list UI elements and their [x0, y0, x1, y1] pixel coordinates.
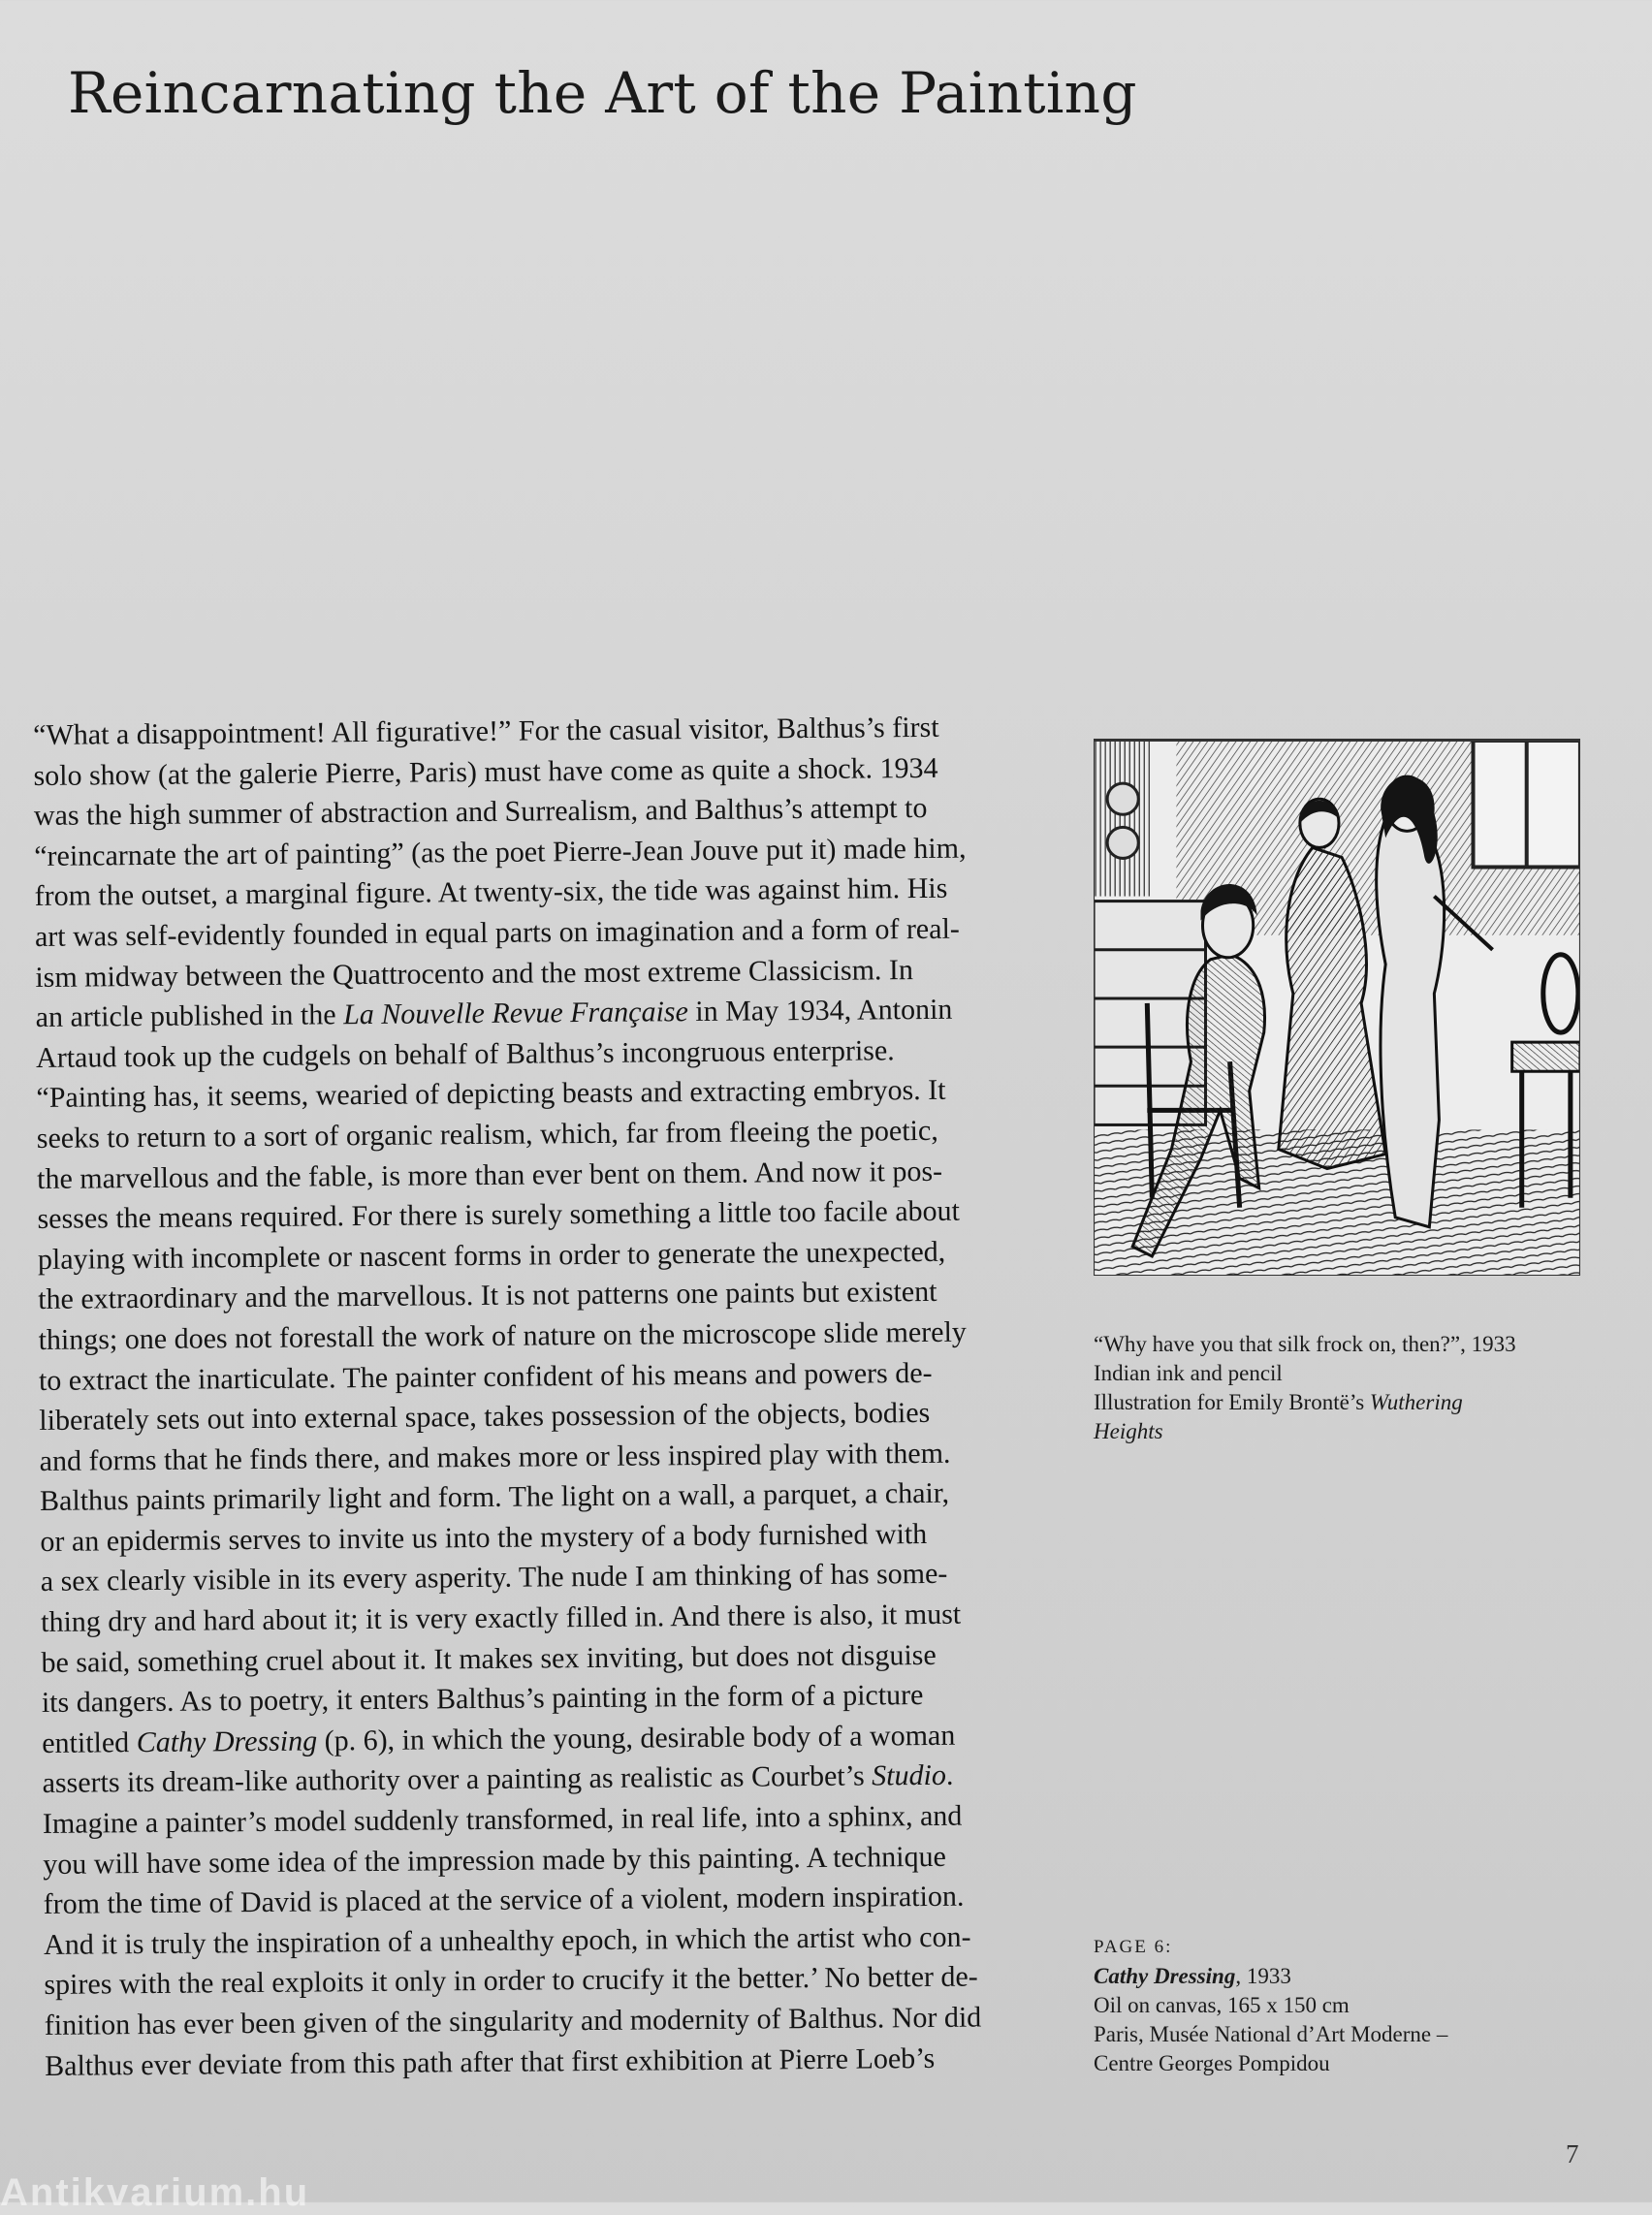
caption-painting-year: , 1933	[1235, 1964, 1291, 1988]
italic-title: Studio	[872, 1759, 947, 1792]
body-text-segment: .	[945, 1759, 954, 1792]
caption-page-label: PAGE 6:	[1094, 1937, 1173, 1957]
body-text-segment: “Painting has, it seems, wearied of depicting beasts and extracting embryos. It	[36, 1074, 946, 1115]
caption-medium: Indian ink and pencil	[1094, 1361, 1283, 1385]
body-text-segment: thing dry and hard about it; it is very exactly filled in. And there is also, it must	[41, 1598, 962, 1639]
body-text-segment: from the time of David is placed at the service of a violent, modern inspiration.	[43, 1880, 965, 1921]
body-text-segment: an article published in the	[35, 998, 344, 1034]
illustration-wuthering-heights	[1094, 739, 1580, 1276]
caption-painting-location: Paris, Musée National d’Art Moderne –	[1094, 2022, 1448, 2046]
body-text-segment: seeks to return to a sort of organic realism, which, far from fleeing the poetic,	[36, 1114, 938, 1155]
body-text-segment: its dangers. As to poetry, it enters Balthus’s painting in the form of a picture	[41, 1679, 924, 1720]
caption-painting-location-cont: Centre Georges Pompidou	[1094, 2051, 1330, 2075]
body-text-segment: Imagine a painter’s model suddenly transformed, in real life, into a sphinx, and	[42, 1799, 963, 1840]
body-text-segment: Balthus ever deviate from this path after that first exhibition at Pierre Loeb’s	[45, 2041, 936, 2082]
body-text-segment: a sex clearly visible in its every asperity. The nude I am thinking of has some-	[40, 1558, 948, 1598]
caption-book-title-cont: Heights	[1094, 1419, 1163, 1443]
page-number: 7	[1566, 2139, 1579, 2168]
watermark: Antikvarium.hu	[0, 2171, 310, 2214]
body-text-segment: be said, something cruel about it. It makes sex inviting, but does not disguise	[41, 1638, 937, 1679]
caption-painting-medium: Oil on canvas, 165 x 150 cm	[1094, 1993, 1350, 2017]
body-text-segment: “reincarnate the art of painting” (as the poet Pierre-Jean Jouve put it) made him,	[34, 832, 967, 872]
body-text-segment: sesses the means required. For there is surely something a little too facile about	[37, 1194, 961, 1236]
body-text-segment: the extraordinary and the marvellous. It is not patterns one paints but existent	[38, 1276, 937, 1316]
body-text-segment: was the high summer of abstraction and Surrealism, and Balthus’s attempt to	[33, 792, 928, 833]
body-text-segment: asserts its dream-like authority over a painting as realistic as Courbet’s	[42, 1759, 873, 1800]
caption-source	[1094, 1388, 1578, 1417]
body-text-segment: spires with the real exploits it only in order to crucify it the better.’ No better de-	[44, 1960, 978, 2002]
body-text-segment: and forms that he finds there, and makes more or less inspired play with them.	[39, 1437, 951, 1477]
body-text	[33, 707, 1072, 2086]
body-text-segment: Artaud took up the cudgels on behalf of Balthus’s incongruous enterprise.	[35, 1034, 895, 1074]
caption-title: “Why have you that silk frock on, then?”, 1933	[1094, 1332, 1516, 1356]
body-text-segment: in May 1934, Antonin	[687, 993, 953, 1028]
caption-book-title: Wuthering	[1369, 1390, 1463, 1414]
caption-illustration	[1094, 1330, 1578, 1446]
body-text-segment: Balthus paints primarily light and form. The light on a wall, a parquet, a chair,	[39, 1477, 950, 1518]
caption-painting-name: Cathy Dressing	[1094, 1964, 1236, 1988]
body-text-segment: from the outset, a marginal figure. At twenty-six, the tide was against him. His	[34, 872, 948, 913]
body-text-segment: ism midway between the Quattrocento and the most extreme Classicism. In	[35, 953, 914, 994]
caption-page6	[1094, 1933, 1578, 2078]
body-text-segment: art was self-evidently founded in equal parts on imagination and a form of real-	[34, 912, 960, 953]
body-text-segment: to extract the inarticulate. The painter confident of his means and powers de-	[38, 1356, 933, 1397]
body-text-segment: the marvellous and the fable, is more than ever bent on them. And now it pos-	[37, 1155, 943, 1195]
caption-painting-title	[1094, 1962, 1578, 1991]
body-text-segment: playing with incomplete or nascent forms in order to generate the unexpected,	[37, 1235, 946, 1276]
body-text-segment: things; one does not forestall the work of nature on the microscope slide merely	[38, 1315, 967, 1356]
body-text-segment: (p. 6), in which the young, desirable body of a woman	[316, 1719, 956, 1757]
page-title: Reincarnating the Art of the Painting	[68, 60, 1137, 126]
italic-title: La Nouvelle Revue Française	[342, 996, 688, 1031]
body-text-segment: And it is truly the inspiration of a unhealthy epoch, in which the artist who con-	[43, 1920, 971, 1961]
body-text-segment: entitled	[42, 1725, 137, 1759]
body-text-segment: solo show (at the galerie Pierre, Paris) must have come as quite a shock. 1934	[33, 751, 938, 792]
caption-source-cont	[1094, 1417, 1578, 1446]
italic-title: Cathy Dressing	[136, 1725, 318, 1758]
body-text-segment: “What a disappointment! All figurative!” For the casual visitor, Balthus’s first	[33, 711, 939, 751]
caption-source-prefix: Illustration for Emily Brontë’s	[1094, 1390, 1370, 1414]
body-text-segment: or an epidermis serves to invite us into the mystery of a body furnished with	[40, 1517, 928, 1558]
body-text-segment: finition has ever been given of the singularity and modernity of Balthus. Nor did	[44, 2001, 982, 2041]
body-text-segment: liberately sets out into external space, takes possession of the objects, bodies	[39, 1397, 931, 1438]
body-line	[45, 2037, 1072, 2086]
body-text-segment: you will have some idea of the impression made by this painting. A technique	[43, 1840, 946, 1881]
